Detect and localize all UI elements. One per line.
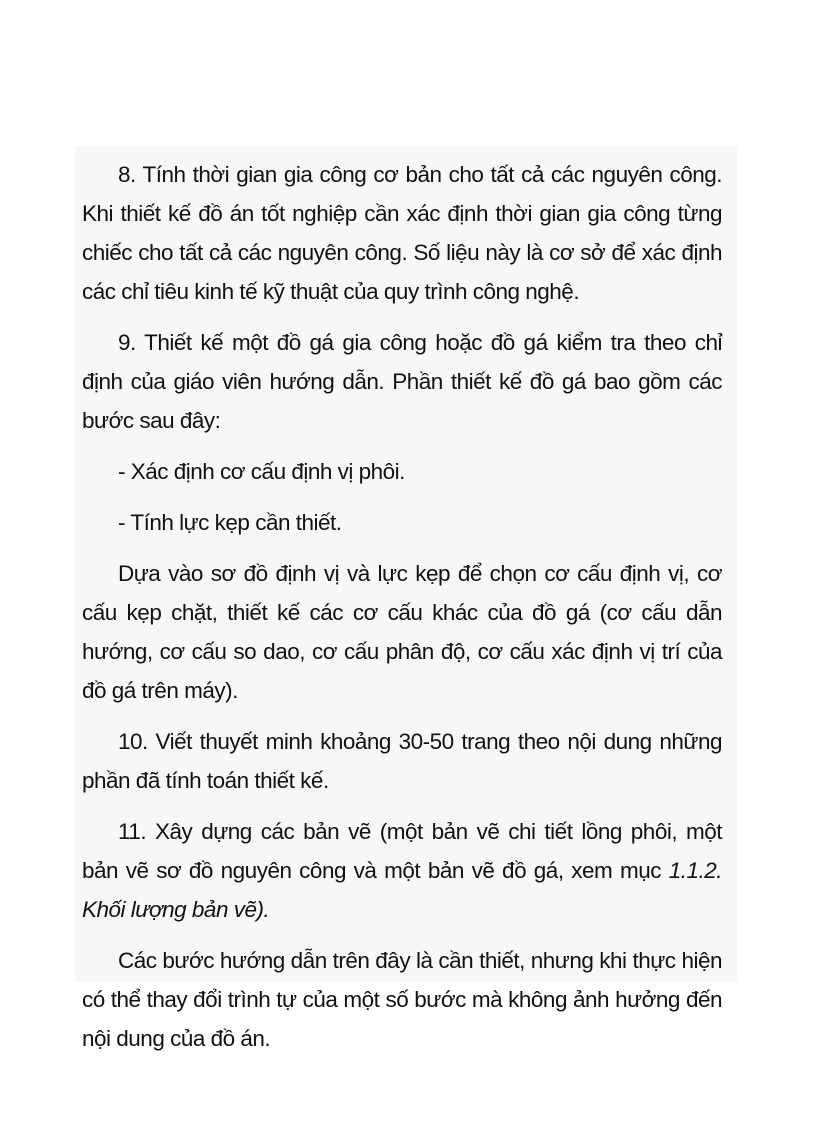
bullet-item-clamping-force: - Tính lực kẹp cần thiết. [118, 510, 342, 535]
paragraph-step-11 [82, 812, 722, 929]
document-body [82, 155, 722, 1070]
step-11-reference: 1.1.2. Khối lượng bản vẽ). [82, 858, 722, 922]
paragraph-step-8: 8. Tính thời gian gia công cơ bản cho tất cả các nguyên công. Khi thiết kế đồ án tốt nghiệp cần xác định thời gian gia công từng chiếc cho tất cả các nguyên công. Số liệu này là cơ sở để xác định các chỉ tiêu kinh tế kỹ thuật của quy trình công nghệ. [82, 162, 722, 304]
paragraph-step-9: 9. Thiết kế một đồ gá gia công hoặc đồ gá kiểm tra theo chỉ định của giáo viên hướng dẫn. Phần thiết kế đồ gá bao gồm các bước sau đây: [82, 330, 722, 433]
bullet-item-locating: - Xác định cơ cấu định vị phôi. [118, 459, 405, 484]
step-11-text: 11. Xây dựng các bản vẽ (một bản vẽ chi tiết lồng phôi, một bản vẽ sơ đồ nguyên công và một bản vẽ đồ gá, xem mục [82, 819, 722, 883]
paragraph-step-10: 10. Viết thuyết minh khoảng 30-50 trang theo nội dung những phần đã tính toán thiết kế. [82, 729, 722, 793]
paragraph-fixture-design: Dựa vào sơ đồ định vị và lực kẹp để chọn cơ cấu định vị, cơ cấu kẹp chặt, thiết kế các cơ cấu khác của đồ gá (cơ cấu dẫn hướng, cơ cấu so dao, cơ cấu phân độ, cơ cấu xác định vị trí của đồ gá trên máy). [82, 561, 722, 703]
paragraph-closing-note: Các bước hướng dẫn trên đây là cần thiết, nhưng khi thực hiện có thể thay đổi trình tự của một số bước mà không ảnh hưởng đến nội dung của đồ án. [82, 948, 722, 1051]
